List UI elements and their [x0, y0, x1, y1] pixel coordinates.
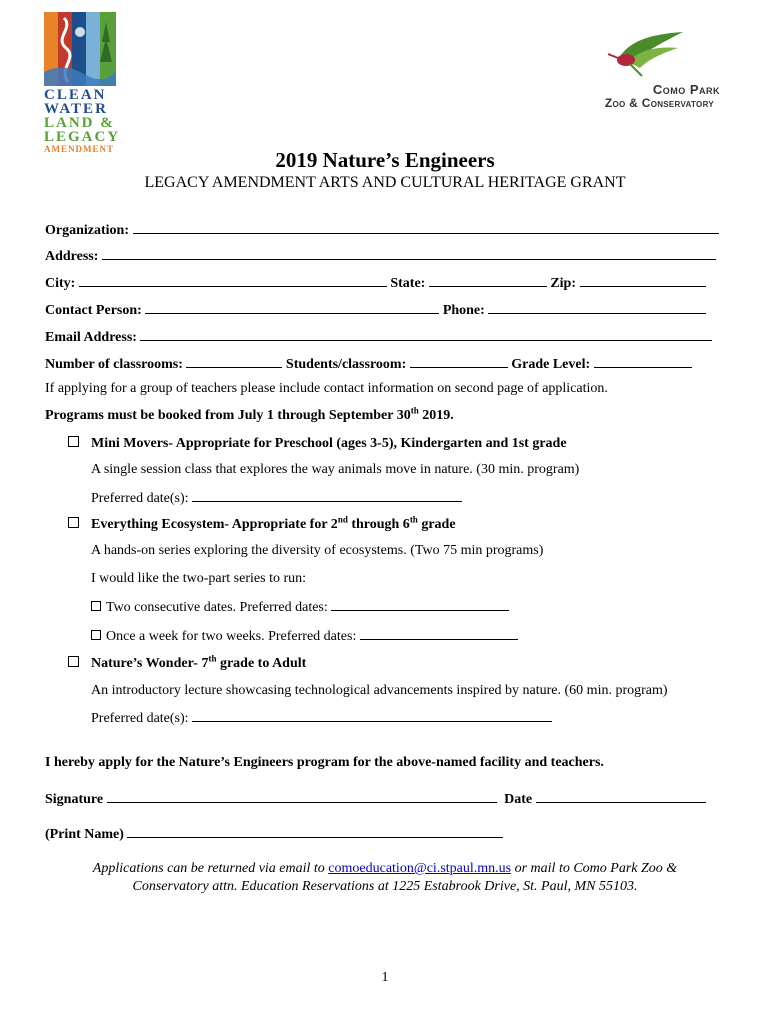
wonder-title-b: grade to Adult: [216, 656, 307, 671]
state-label: State:: [390, 276, 426, 291]
signature-row: [45, 789, 706, 808]
page-number: 1: [381, 970, 389, 985]
wonder-dates-row: [91, 708, 552, 727]
print-name-field[interactable]: [127, 824, 503, 838]
logo-word-clean: CLEAN: [44, 87, 107, 103]
city-row: [45, 273, 706, 292]
city-field[interactable]: [79, 273, 387, 287]
apply-statement: I hereby apply for the Nature’s Engineers program for the above-named facility and teachers.: [45, 755, 604, 770]
footer-text-2: or mail to Como Park Zoo &: [511, 861, 678, 876]
footer-line-1: [0, 860, 770, 878]
organization-label: Organization:: [45, 223, 129, 238]
como-park-logo: [560, 30, 720, 115]
program-natures-wonder: [68, 655, 306, 672]
email-label: Email Address:: [45, 330, 137, 345]
weekly-dates-field[interactable]: [360, 626, 518, 640]
ecosystem-checkbox[interactable]: [68, 517, 79, 528]
weekly-checkbox[interactable]: [91, 630, 101, 640]
hummingbird-icon: [608, 30, 688, 78]
booking-sup: th: [410, 405, 419, 416]
zip-field[interactable]: [580, 273, 706, 287]
mini-movers-description: A single session class that explores the way animals move in nature. (30 min. program): [91, 462, 580, 477]
contact-person-field[interactable]: [145, 300, 439, 314]
mini-movers-dates-field[interactable]: [192, 488, 462, 502]
logo-word-legacy: LEGACY: [44, 129, 121, 145]
classrooms-field[interactable]: [186, 354, 282, 368]
mini-movers-dates-label: Preferred date(s):: [91, 491, 189, 506]
date-field[interactable]: [536, 789, 706, 803]
booking-text: Programs must be booked from July 1 through September 30: [45, 408, 411, 423]
wonder-checkbox[interactable]: [68, 656, 79, 667]
contact-row: [45, 300, 706, 319]
classroom-row: [45, 354, 692, 373]
city-label: City:: [45, 276, 76, 291]
phone-label: Phone:: [442, 303, 485, 318]
consecutive-checkbox[interactable]: [91, 601, 101, 611]
date-label: Date: [504, 792, 533, 807]
wonder-dates-field[interactable]: [192, 708, 552, 722]
logo-word-water: WATER: [44, 101, 108, 117]
booking-window: [45, 407, 454, 424]
ecosystem-run-prompt: I would like the two-part series to run:: [91, 571, 307, 586]
footer-text-1: Applications can be returned via email to: [92, 861, 329, 876]
grade-level-field[interactable]: [594, 354, 692, 368]
ecosystem-description: A hands-on series exploring the diversity of ecosystems. (Two 75 min programs): [91, 543, 544, 558]
consecutive-dates-field[interactable]: [331, 597, 509, 611]
mini-movers-title: Mini Movers- Appropriate for Preschool (ages 3-5), Kindergarten and 1st grade: [91, 436, 567, 451]
zoo-name-line2: Zoo & Conservatory: [604, 96, 714, 110]
wonder-title-a: Nature’s Wonder- 7: [91, 656, 209, 671]
clean-water-logo-text: [44, 88, 120, 155]
students-field[interactable]: [410, 354, 508, 368]
program-everything-ecosystem: [68, 516, 456, 533]
ecosystem-option-consecutive: [91, 597, 509, 616]
clean-water-logo-graphic: [44, 12, 116, 86]
logo-word-land: LAND &: [44, 115, 115, 131]
contact-person-label: Contact Person:: [45, 303, 142, 318]
organization-row: [45, 220, 719, 239]
email-field[interactable]: [140, 327, 712, 341]
ecosystem-title-c: grade: [417, 517, 456, 532]
ecosystem-sup-b: th: [409, 514, 418, 525]
classrooms-label: Number of classrooms:: [45, 357, 183, 372]
consecutive-label: Two consecutive dates. Preferred dates:: [106, 600, 328, 615]
address-label: Address:: [45, 249, 99, 264]
ecosystem-option-weekly: [91, 626, 518, 645]
signature-field[interactable]: [107, 789, 497, 803]
print-name-row: [45, 824, 503, 843]
phone-field[interactable]: [488, 300, 706, 314]
page-title: 2019 Nature’s Engineers: [275, 148, 495, 172]
grade-level-label: Grade Level:: [511, 357, 591, 372]
ecosystem-title-a: Everything Ecosystem- Appropriate for 2: [91, 517, 338, 532]
wonder-sup-a: th: [208, 653, 217, 664]
email-row: [45, 327, 712, 346]
wonder-description: An introductory lecture showcasing technological advancements inspired by nature. (60 min. program): [91, 683, 668, 698]
mini-movers-dates-row: [91, 488, 462, 507]
students-label: Students/classroom:: [285, 357, 407, 372]
organization-field[interactable]: [133, 220, 719, 234]
wonder-dates-label: Preferred date(s):: [91, 711, 189, 726]
address-field[interactable]: [102, 246, 716, 260]
address-row: [45, 246, 716, 265]
print-name-label: (Print Name): [45, 827, 124, 842]
mini-movers-checkbox[interactable]: [68, 436, 79, 447]
group-note: If applying for a group of teachers please include contact information on second page of application.: [45, 381, 608, 396]
page-subtitle: LEGACY AMENDMENT ARTS AND CULTURAL HERITAGE GRANT: [144, 174, 626, 191]
ecosystem-sup-a: nd: [337, 514, 348, 525]
zip-label: Zip:: [550, 276, 577, 291]
clean-water-logo: [44, 12, 121, 154]
footer-email-link[interactable]: comoeducation@ci.stpaul.mn.us: [328, 861, 512, 876]
program-mini-movers: [68, 435, 567, 452]
booking-year: 2019.: [418, 408, 454, 423]
ecosystem-title-b: through 6: [347, 517, 410, 532]
logo-word-amendment: AMENDMENT: [44, 144, 114, 154]
weekly-label: Once a week for two weeks. Preferred dates:: [106, 629, 357, 644]
signature-label: Signature: [45, 792, 104, 807]
state-field[interactable]: [429, 273, 547, 287]
footer-line-2: Conservatory attn. Education Reservations at 1225 Estabrook Drive, St. Paul, MN 55103.: [132, 879, 638, 894]
footer-note: [0, 860, 770, 896]
zoo-name-line1: Como Park: [652, 82, 720, 97]
